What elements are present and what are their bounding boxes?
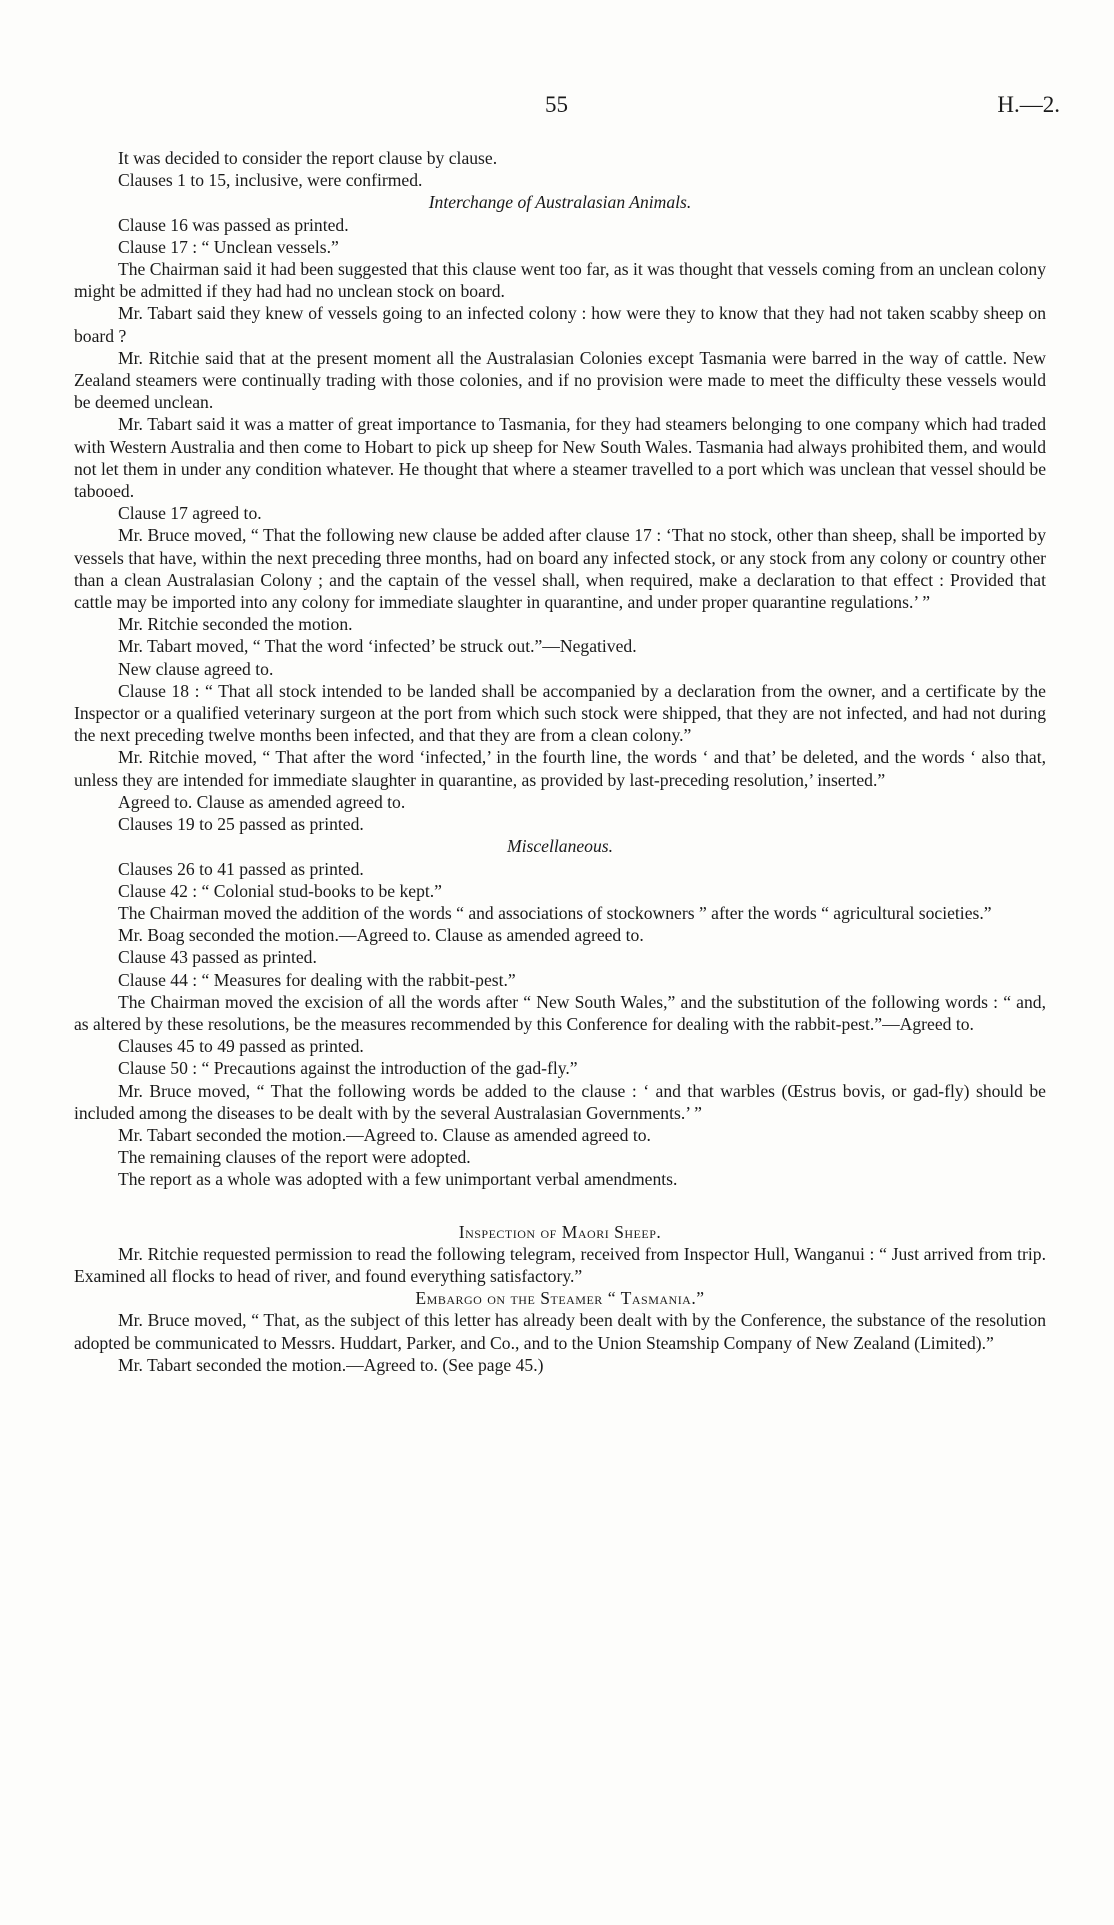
- paragraph: The report as a whole was adopted with a few unimportant verbal amendments.: [118, 1169, 678, 1190]
- paragraph: Clause 17 agreed to.: [118, 503, 262, 524]
- document-reference: H.—2.: [997, 92, 1060, 117]
- paragraph: Clauses 1 to 15, inclusive, were confirmed.: [118, 170, 423, 191]
- paragraph: Clause 42 : “ Colonial stud-books to be kept.”: [118, 880, 442, 901]
- document-body: [74, 147, 1046, 1376]
- paragraph: It was decided to consider the report clause by clause.: [118, 148, 498, 168]
- paragraph: Mr. Tabart seconded the motion.—Agreed to. (See page 45.): [118, 1354, 544, 1375]
- paragraph: Mr. Tabart said it was a matter of great importance to Tasmania, for they had steamers belonging to one company which had traded with Western Australia and then come to Hobart to pick up sheep for New South Wales. Tasmania had always prohibited them, and would not let them in under any condition whatever. He thought that where a steamer travelled to a port which was unclean that vessel should be tabooed.: [74, 414, 1046, 502]
- paragraph: Mr. Ritchie seconded the motion.: [118, 614, 353, 635]
- paragraph: Clauses 19 to 25 passed as printed.: [118, 814, 364, 835]
- paragraph: Mr. Boag seconded the motion.—Agreed to. Clause as amended agreed to.: [118, 925, 644, 946]
- paragraph: Clause 18 : “ That all stock intended to be landed shall be accompanied by a declaration from the owner, and a certificate by the Inspector or a qualified veterinary surgeon at the port from which such stock were shipped, that they are not infected, and had not during the next preceding twelve months been infected, and that they are from a clean colony.”: [74, 680, 1046, 746]
- paragraph: Clause 44 : “ Measures for dealing with the rabbit-pest.”: [118, 969, 516, 990]
- paragraph: The Chairman moved the excision of all the words after “ New South Wales,” and the substitution of the following words : “ and, as altered by these resolutions, be the measures recommended by this Conference for dealing with the rabbit-pest.”—Agreed to.: [74, 991, 1046, 1034]
- paragraph: Mr. Bruce moved, “ That, as the subject of this letter has already been dealt with by the Conference, the substance of the resolution adopted be communicated to Messrs. Huddart, Parker, and Co., and to the Union Steamship Company of New Zealand (Limited).”: [74, 1310, 1046, 1353]
- paragraph: Clauses 45 to 49 passed as printed.: [118, 1036, 364, 1057]
- paragraph: Mr. Ritchie requested permission to read the following telegram, received from Inspector Hull, Wanganui : “ Just arrived from trip. Examined all flocks to head of river, and found everything satisfactory.”: [74, 1243, 1046, 1286]
- page-header: [0, 92, 1114, 122]
- paragraph: New clause agreed to.: [118, 658, 274, 679]
- paragraph: Mr. Ritchie said that at the present moment all the Australasian Colonies except Tasmania were barred in the way of cattle. New Zealand steamers were continually trading with those colonies, and if no provision were made to meet the difficulty these vessels would be deemed unclean.: [74, 347, 1046, 413]
- paragraph: Clause 17 : “ Unclean vessels.”: [118, 236, 339, 257]
- paragraph: The remaining clauses of the report were adopted.: [118, 1147, 471, 1168]
- paragraph: Mr. Bruce moved, “ That the following new clause be added after clause 17 : ‘That no stock, other than sheep, shall be imported by vessels that have, within the next preceding three months, had on board any infected stock, or any stock from any colony or country other than a clean Australasian Colony ; and the captain of the vessel shall, when required, make a declaration to that effect : Provided that cattle may be imported into any colony for immediate slaughter in quarantine, and under proper quarantine regulations.’ ”: [74, 525, 1046, 613]
- paragraph: The Chairman moved the addition of the words “ and associations of stockowners ” after the words “ agricultural societies.”: [118, 902, 992, 923]
- paragraph: Mr. Bruce moved, “ That the following words be added to the clause : ‘ and that warbles (Œstrus bovis, or gad-fly) should be included among the diseases to be dealt with by the several Australasian Governments.’ ”: [74, 1080, 1046, 1123]
- paragraph: Clause 50 : “ Precautions against the introduction of the gad-fly.”: [118, 1058, 578, 1079]
- section-heading-interchange: Interchange of Australasian Animals.: [428, 192, 692, 213]
- paragraph: The Chairman said it had been suggested that this clause went too far, as it was thought that vessels coming from an unclean colony might be admitted if they had had no unclean stock on board.: [74, 259, 1046, 302]
- section-heading-miscellaneous: Miscellaneous.: [506, 836, 614, 857]
- paragraph: Mr. Tabart seconded the motion.—Agreed to. Clause as amended agreed to.: [118, 1124, 651, 1145]
- page-number: 55: [545, 92, 568, 117]
- section-heading-embargo: Embargo on the Steamer “ Tasmania.”: [415, 1288, 705, 1309]
- paragraph: Agreed to. Clause as amended agreed to.: [118, 791, 406, 812]
- paragraph: Mr. Ritchie moved, “ That after the word ‘infected,’ in the fourth line, the words ‘ and that’ be deleted, and the words ‘ also that, unless they are intended for immediate slaughter in quarantine, as provided by last-preceding resolution,’ inserted.”: [74, 747, 1046, 790]
- paragraph: Mr. Tabart moved, “ That the word ‘infected’ be struck out.”—Negatived.: [118, 636, 637, 657]
- paragraph: Mr. Tabart said they knew of vessels going to an infected colony : how were they to know that they had not taken scabby sheep on board ?: [74, 303, 1046, 346]
- section-heading-maori-sheep: Inspection of Maori Sheep.: [458, 1221, 662, 1242]
- paragraph: Clause 43 passed as printed.: [118, 947, 317, 968]
- paragraph: Clause 16 was passed as printed.: [118, 214, 349, 235]
- paragraph: Clauses 26 to 41 passed as printed.: [118, 858, 364, 879]
